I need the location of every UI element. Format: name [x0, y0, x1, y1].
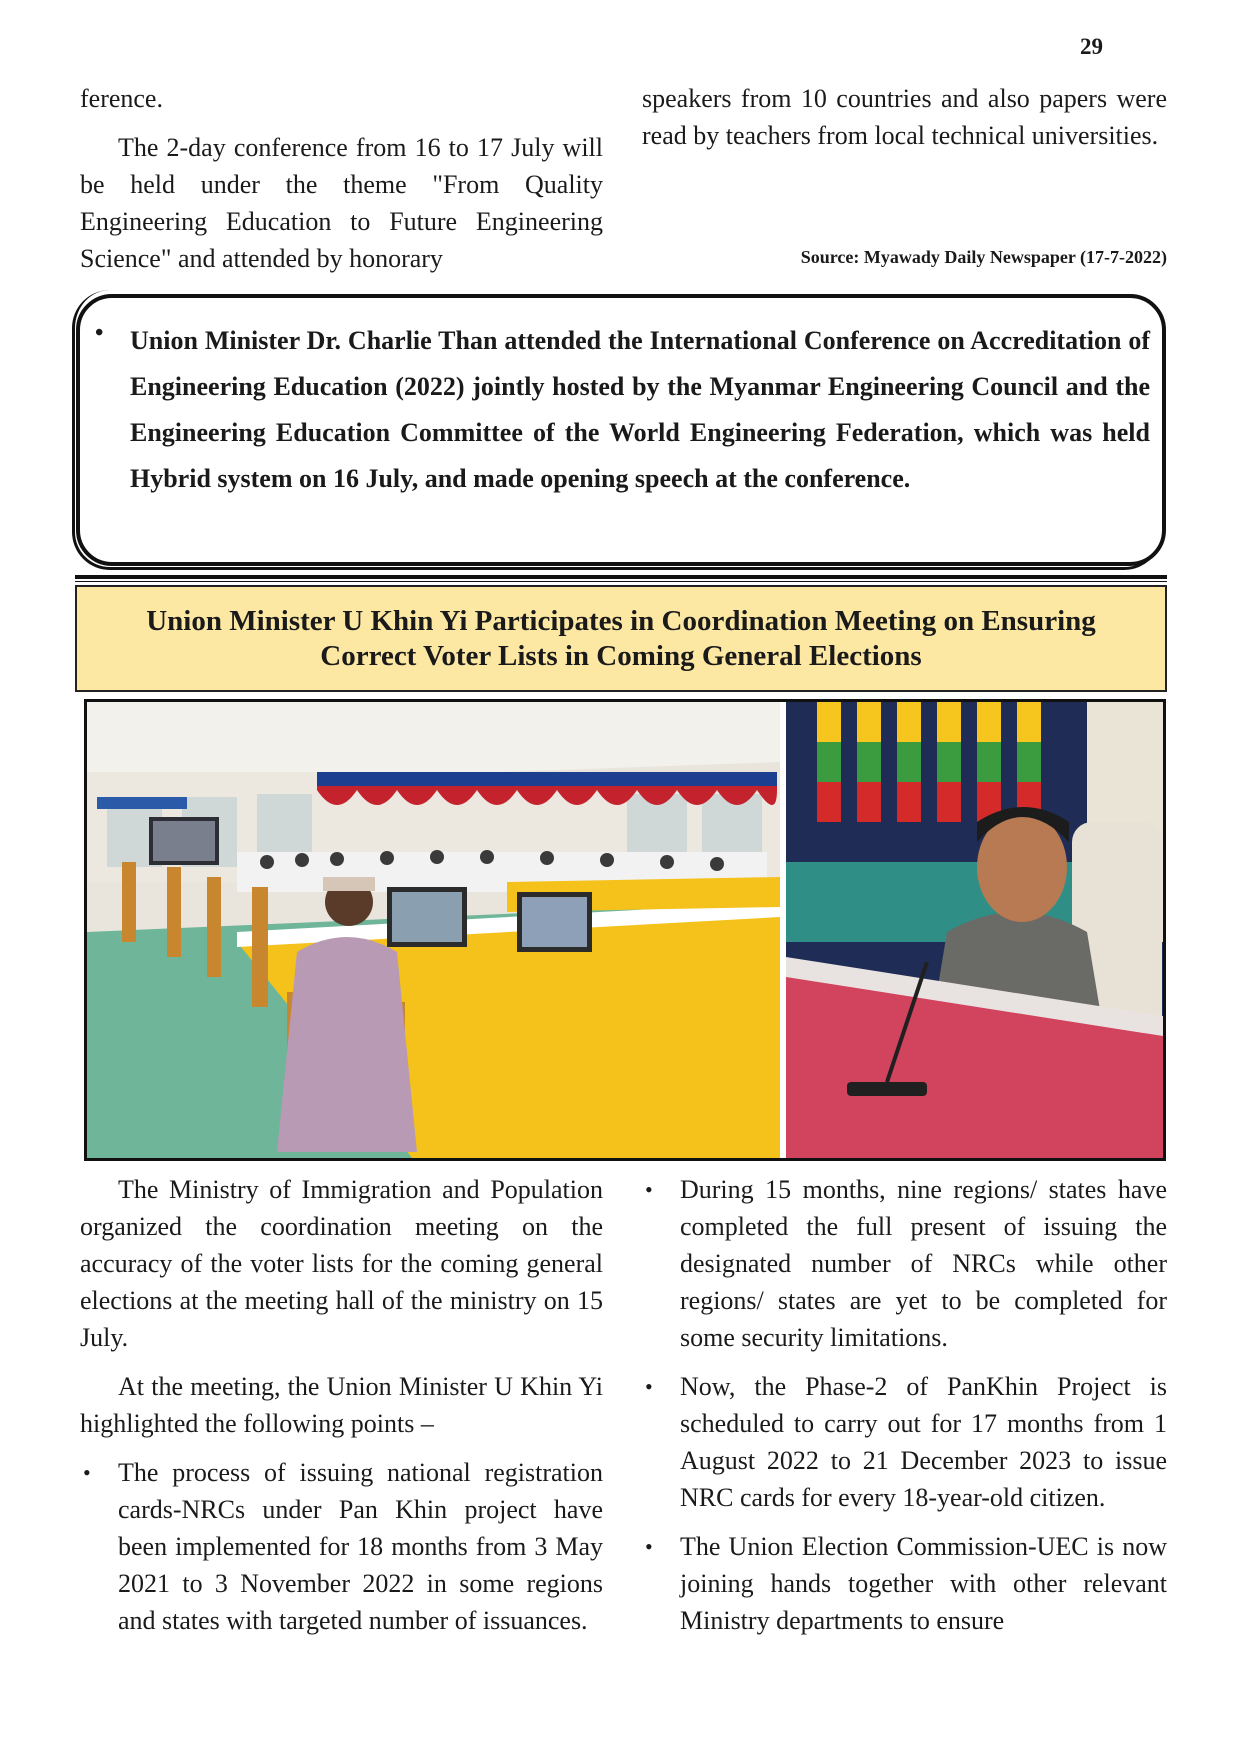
bullet: • [83, 1460, 91, 1485]
paragraph: speakers from 10 countries and also papers were read by teachers from local technical universities. [642, 84, 1167, 150]
paragraph: The 2-day conference from 16 to 17 July will be held under the theme "From Quality Engineering Education to Future Engineering Science" and attended by honorary [80, 133, 603, 273]
top-left-column [80, 80, 603, 289]
paragraph: The Ministry of Immigration and Population organized the coordination meeting on the accuracy of the voter lists for the coming general elections at the meeting hall of the ministry on 15 July. [80, 1175, 603, 1352]
bullet: • [645, 1177, 653, 1202]
meeting-hall-photo [87, 702, 780, 1161]
meeting-photos [87, 702, 1166, 1161]
notice-text: Union Minister Dr. Charlie Than attended the International Conference on Accreditation of Engineering Education (2022) jointly hosted by the Myanmar Engineering Council and the Engineering Education Committee of the World Engineering Federation, which was held Hybrid system on 16 July, and made opening speech at the conference. [130, 326, 1150, 493]
headline-line: Union Minister U Khin Yi Participates in Coordination Meeting on Ensuring [146, 604, 1096, 637]
list-item: • The Union Election Commission-UEC is now joining hands together with other relevant Ministry departments to ensure [642, 1528, 1167, 1639]
bullet-list [642, 1171, 1167, 1639]
minister-photo [786, 702, 1166, 1161]
page-number: 29 [1080, 34, 1103, 59]
article-photos [84, 699, 1166, 1161]
article-headline [75, 585, 1167, 692]
article-right-column [642, 1171, 1167, 1651]
headline-line: Correct Voter Lists in Coming General Elections [320, 639, 922, 672]
paragraph: ference. [80, 84, 163, 113]
divider [75, 581, 1167, 582]
article-left-column [80, 1171, 603, 1651]
source-credit: Source: Myawady Daily Newspaper (17-7-2022) [800, 247, 1167, 267]
divider [75, 575, 1167, 579]
top-right-column [642, 80, 1167, 166]
list-item: • Now, the Phase-2 of PanKhin Project is scheduled to carry out for 17 months from 1 August 2022 to 21 December 2023 to issue NRC cards for every 18-year-old citizen. [642, 1368, 1167, 1516]
paragraph: At the meeting, the Union Minister U Khin Yi highlighted the following points – [80, 1372, 603, 1438]
bullet: • [645, 1374, 653, 1399]
list-item: • The process of issuing national registration cards-NRCs under Pan Khin project have been implemented for 18 months from 3 May 2021 to 3 November 2022 in some regions and states with targeted number of issuances. [80, 1454, 603, 1639]
bullet: • [95, 320, 104, 346]
bullet-list [80, 1454, 603, 1639]
bullet: • [645, 1534, 653, 1559]
list-item: • During 15 months, nine regions/ states have completed the full present of issuing the designated number of NRCs while other regions/ states are yet to be completed for some security limitations. [642, 1171, 1167, 1356]
